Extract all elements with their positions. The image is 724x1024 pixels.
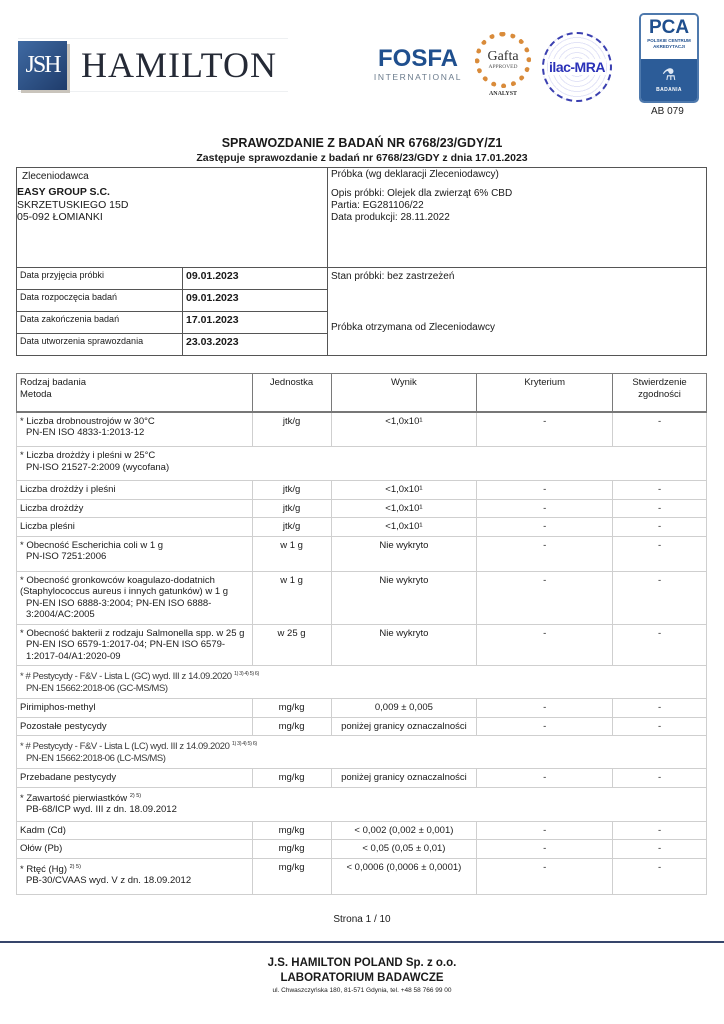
pca-accreditation-logo <box>639 13 699 103</box>
test-name: * Obecność gronkowców koagulazo-dodatnich (Staphylococcus aureus i innych gatunków) w 1 g <box>20 574 229 597</box>
footer-address: ul. Chwaszczyńska 180, 81-571 Gdynia, tel. +48 58 766 99 00 <box>272 987 452 994</box>
sample-production-date: Data produkcji: 28.11.2022 <box>331 212 450 223</box>
table-row <box>17 858 707 894</box>
test-name: * # Pestycydy - F&V - Lista L (LC) wyd. III z 14.09.2020 <box>20 741 230 752</box>
conformity-cell: - <box>613 536 707 571</box>
conformity-cell: - <box>613 858 707 894</box>
test-method: PN-EN 15662:2018-06 (GC-MS/MS) <box>26 682 168 694</box>
client-street: SKRZETUSKIEGO 15D <box>17 199 129 211</box>
fosfa-subtitle: INTERNATIONAL <box>373 72 463 82</box>
hamilton-logo <box>18 38 288 92</box>
criterion-cell: - <box>477 624 613 666</box>
footnote-refs: 1) 3) 4) 5) 6) <box>233 671 259 677</box>
dates-table <box>17 268 327 355</box>
client-name: EASY GROUP S.C. <box>17 186 110 198</box>
conformity-cell: - <box>613 840 707 859</box>
sample-label: Próbka (wg deklaracji Zleceniodawcy) <box>331 169 499 180</box>
result-cell: <1,0x10¹ <box>331 481 477 500</box>
conformity-cell: - <box>613 624 707 666</box>
test-name-cell: Ołów (Pb) <box>17 840 253 859</box>
date-label: Data zakończenia badań <box>17 312 183 333</box>
table-group-row <box>17 787 707 821</box>
unit-cell: mg/kg <box>252 840 331 859</box>
test-method: PN-EN ISO 4833-1:2013-12 <box>26 427 145 438</box>
criterion-cell: - <box>477 518 613 537</box>
unit-cell: mg/kg <box>252 699 331 718</box>
result-cell: <1,0x10¹ <box>331 518 477 537</box>
table-row <box>17 536 707 571</box>
date-row <box>17 334 327 355</box>
footnote-refs: 2) 5) <box>129 792 142 799</box>
result-cell: Nie wykryto <box>331 624 477 666</box>
header-method: Metoda <box>20 388 52 400</box>
ilac-mra-text: ilac-MRA <box>549 59 605 75</box>
header-test-method <box>17 374 253 412</box>
unit-cell: w 25 g <box>252 624 331 666</box>
test-method: PN-ISO 21527-2:2009 (wycofana) <box>26 461 170 473</box>
result-cell: < 0,0006 (0,0006 ± 0,0001) <box>331 858 477 894</box>
table-row <box>17 821 707 840</box>
flask-icon: ⚗ <box>661 67 677 84</box>
header-result: Wynik <box>331 374 477 412</box>
conformity-cell: - <box>613 518 707 537</box>
criterion-cell: - <box>477 717 613 736</box>
unit-cell: jtk/g <box>252 518 331 537</box>
footnote-refs: 2) 5) <box>69 863 81 870</box>
table-row <box>17 518 707 537</box>
pca-section: BADANIA <box>656 87 682 93</box>
footer-lab-name: LABORATORIUM BADAWCZE <box>280 972 444 984</box>
unit-cell: jtk/g <box>252 412 331 447</box>
client-label: Zleceniodawca <box>22 171 89 182</box>
criterion-cell: - <box>477 769 613 788</box>
test-name: * Liczba drobnoustrojów w 30°C <box>20 415 155 427</box>
table-row <box>17 840 707 859</box>
header-unit: Jednostka <box>252 374 331 412</box>
conformity-cell: - <box>613 412 707 447</box>
test-name: * # Pestycydy - F&V - Lista L (GC) wyd. III z 14.09.2020 <box>20 671 232 682</box>
test-method: PB-68/ICP wyd. III z dn. 18.09.2012 <box>26 804 177 815</box>
criterion-cell: - <box>477 821 613 840</box>
test-method: PN-ISO 7251:2006 <box>26 551 107 562</box>
result-cell: Nie wykryto <box>331 571 477 624</box>
table-row <box>17 481 707 500</box>
report-info-box <box>16 167 707 356</box>
gafta-analyst: ANALYST <box>488 91 518 97</box>
table-row <box>17 499 707 518</box>
table-row <box>17 412 707 447</box>
gafta-wreath-icon <box>475 32 531 88</box>
jsh-monogram-icon: JSH <box>18 41 67 90</box>
conformity-cell: - <box>613 717 707 736</box>
table-row <box>17 699 707 718</box>
results-table <box>16 373 707 895</box>
test-group-cell <box>17 666 707 699</box>
table-row <box>17 769 707 788</box>
fosfa-wordmark <box>372 46 464 72</box>
test-name-cell: Kadm (Cd) <box>17 821 253 840</box>
conformity-cell: - <box>613 571 707 624</box>
pca-subtitle-2: AKREDYTACJI <box>653 44 685 49</box>
test-method: PN-EN ISO 6579-1:2017-04; PN-EN ISO 6579-1:2017-04/A1:2020-09 <box>26 639 226 662</box>
table-row <box>17 624 707 666</box>
test-name-cell: Pozostałe pestycydy <box>17 717 253 736</box>
result-cell: Nie wykryto <box>331 536 477 571</box>
criterion-cell: - <box>477 499 613 518</box>
result-cell: poniżej granicy oznaczalności <box>331 717 477 736</box>
gafta-logo <box>472 32 534 102</box>
fosfa-text: FOSFA <box>377 45 458 72</box>
unit-cell: w 1 g <box>252 536 331 571</box>
criterion-cell: - <box>477 481 613 500</box>
sample-origin: Próbka otrzymana od Zleceniodawcy <box>331 322 495 333</box>
result-cell: 0,009 ± 0,005 <box>331 699 477 718</box>
unit-cell: mg/kg <box>252 769 331 788</box>
criterion-cell: - <box>477 858 613 894</box>
accreditation-code: AB 079 <box>651 106 684 117</box>
date-value: 09.01.2023 <box>186 270 239 282</box>
date-value: 09.01.2023 <box>186 292 239 304</box>
header-conformity-line2: zgodności <box>638 388 681 400</box>
conformity-cell: - <box>613 499 707 518</box>
result-cell: <1,0x10¹ <box>331 412 477 447</box>
gafta-approved: APPROVED <box>488 64 518 70</box>
table-group-row <box>17 666 707 699</box>
header-test-type: Rodzaj badania <box>20 377 87 388</box>
table-row <box>17 717 707 736</box>
divider <box>327 168 328 355</box>
report-header <box>0 0 724 125</box>
test-name: * Rtęć (Hg) <box>20 863 67 875</box>
test-name: * Obecność bakterii z rodzaju Salmonella spp. w 25 g <box>20 627 245 639</box>
unit-cell: mg/kg <box>252 858 331 894</box>
conformity-cell: - <box>613 481 707 500</box>
test-name-cell <box>17 571 253 624</box>
result-cell: < 0,002 (0,002 ± 0,001) <box>331 821 477 840</box>
sample-state: Stan próbki: bez zastrzeżeń <box>331 271 455 282</box>
conformity-cell: - <box>613 699 707 718</box>
sample-details <box>331 188 512 224</box>
date-value: 23.03.2023 <box>186 336 239 348</box>
test-name-cell: Przebadane pestycydy <box>17 769 253 788</box>
result-cell: <1,0x10¹ <box>331 499 477 518</box>
test-group-cell <box>17 787 707 821</box>
gafta-name: Gafta <box>487 49 519 64</box>
test-name-cell: Liczba pleśni <box>17 518 253 537</box>
table-row <box>17 571 707 624</box>
date-row <box>17 290 327 312</box>
date-row <box>17 268 327 290</box>
header-criterion: Kryterium <box>477 374 613 412</box>
ilac-mra-logo <box>542 32 612 102</box>
footer-divider <box>0 941 724 943</box>
conformity-cell: - <box>613 821 707 840</box>
test-name-cell <box>17 858 253 894</box>
criterion-cell: - <box>477 840 613 859</box>
unit-cell: mg/kg <box>252 821 331 840</box>
table-group-row <box>17 447 707 481</box>
test-method: PN-EN ISO 6888-3:2004; PN-EN ISO 6888-3:2004/AC:2005 <box>26 597 212 620</box>
test-name-cell: Liczba drożdży <box>17 499 253 518</box>
test-name-cell <box>17 536 253 571</box>
test-name-cell: Liczba drożdży i pleśni <box>17 481 253 500</box>
result-cell: poniżej granicy oznaczalności <box>331 769 477 788</box>
test-name-cell <box>17 624 253 666</box>
criterion-cell: - <box>477 412 613 447</box>
unit-cell: w 1 g <box>252 571 331 624</box>
test-group-cell <box>17 447 707 481</box>
unit-cell: jtk/g <box>252 499 331 518</box>
test-name: * Obecność Escherichia coli w 1 g <box>20 539 164 551</box>
criterion-cell: - <box>477 699 613 718</box>
table-header-row <box>17 374 707 412</box>
table-group-row <box>17 736 707 769</box>
unit-cell: jtk/g <box>252 481 331 500</box>
pca-subtitle-1: POLSKIE CENTRUM <box>647 38 691 43</box>
report-subtitle: Zastępuje sprawozdanie z badań nr 6768/23/GDY z dnia 17.01.2023 <box>196 152 528 164</box>
sample-batch: Partia: EG281106/22 <box>331 200 424 211</box>
result-cell: < 0,05 (0,05 ± 0,01) <box>331 840 477 859</box>
page-number: Strona 1 / 10 <box>333 914 391 925</box>
test-name: * Liczba drożdży i pleśni w 25°C <box>20 450 156 461</box>
unit-cell: mg/kg <box>252 717 331 736</box>
pca-title: PCA <box>648 17 690 38</box>
footnote-refs: 1) 3) 4) 5) 6) <box>231 741 257 747</box>
fosfa-logo <box>372 46 464 82</box>
test-name-cell: Pirimiphos-methyl <box>17 699 253 718</box>
client-city: 05-092 ŁOMIANKI <box>17 211 103 223</box>
date-label: Data rozpoczęcia badań <box>17 290 183 311</box>
date-value: 17.01.2023 <box>186 314 239 326</box>
report-title: SPRAWOZDANIE Z BADAŃ NR 6768/23/GDY/Z1 <box>221 136 503 150</box>
header-conformity <box>613 374 707 412</box>
header-conformity-line1: Stwierdzenie <box>632 377 687 388</box>
test-method: PN-EN 15662:2018-06 (LC-MS/MS) <box>26 752 166 764</box>
test-group-cell <box>17 736 707 769</box>
test-name: * Zawartość pierwiastków <box>20 792 128 804</box>
sample-description: Opis próbki: Olejek dla zwierząt 6% CBD <box>331 188 513 199</box>
date-label: Data przyjęcia próbki <box>17 268 183 289</box>
date-row <box>17 312 327 334</box>
hamilton-wordmark: HAMILTON <box>81 45 278 85</box>
test-name-cell <box>17 412 253 447</box>
date-label: Data utworzenia sprawozdania <box>17 334 183 355</box>
conformity-cell: - <box>613 769 707 788</box>
footer-company: J.S. HAMILTON POLAND Sp. z o.o. <box>267 957 457 969</box>
test-method: PB-30/CVAAS wyd. V z dn. 18.09.2012 <box>26 875 192 886</box>
criterion-cell: - <box>477 536 613 571</box>
criterion-cell: - <box>477 571 613 624</box>
